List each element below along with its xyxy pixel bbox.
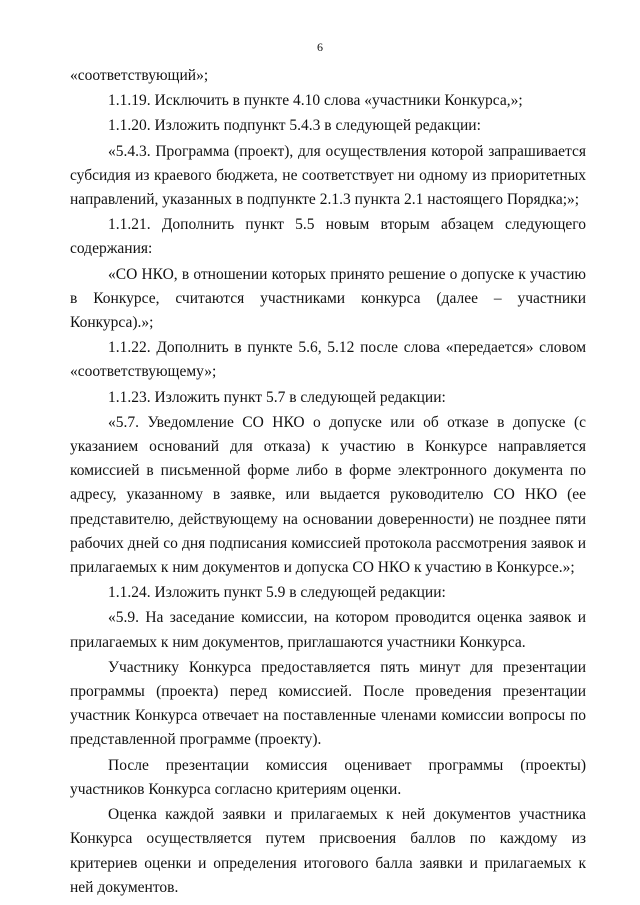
page-number: 6 <box>317 40 323 54</box>
paragraph: 1.1.23. Изложить пункт 5.7 в следующей редакции: <box>108 388 446 406</box>
paragraph: 1.1.24. Изложить пункт 5.9 в следующей редакции: <box>108 584 446 602</box>
paragraph: «5.7. Уведомление СО НКО о допуске или об отказе в допуске (с указанием оснований для отказа) к участию в Конкурсе направляется комиссией в письменной форме либо в форме электронного документа по адресу, указанному в заявке, или выдается руководителю СО НКО (ее представителю, действующему на основании доверенности) не позднее пяти рабочих дней со дня подписания комиссией протокола рассмотрения заявок и прилагаемых к ним документов и допуска СО НКО к участию в Конкурсе.»; <box>70 413 586 577</box>
paragraph: Участнику Конкурса предоставляется пять минут для презентации программы (проекта) перед комиссией. После проведения презентации участник Конкурса отвечает на поставленные членами комиссии вопросы по представленной программе (проекту). <box>70 658 586 749</box>
paragraph: «СО НКО, в отношении которых принято решение о допуске к участию в Конкурсе, считаются участниками конкурса (далее – участники Конкурса).»; <box>70 265 586 332</box>
document-body <box>70 64 586 901</box>
paragraph: 1.1.19. Исключить в пункте 4.10 слова «участники Конкурса,»; <box>108 92 523 110</box>
paragraph: 1.1.22. Дополнить в пункте 5.6, 5.12 после слова «передается» словом «соответствующему»; <box>70 339 586 381</box>
paragraph: 1.1.21. Дополнить пункт 5.5 новым вторым абзацем следующего содержания: <box>70 216 586 258</box>
paragraph: «соответствующий»; <box>70 67 209 84</box>
paragraph: После презентации комиссия оценивает программы (проекты) участников Конкурса согласно критериям оценки. <box>70 756 586 798</box>
paragraph: 1.1.20. Изложить подпункт 5.4.3 в следующей редакции: <box>108 117 481 135</box>
paragraph: Оценка каждой заявки и прилагаемых к ней документов участника Конкурса осуществляется путем присвоения баллов по каждому из критериев оценки и определения итогового балла заявки и прилагаемых к ней документов. <box>70 806 586 896</box>
paragraph: «5.4.3. Программа (проект), для осуществления которой запрашивается субсидия из краевого бюджета, не соответствует ни одному из приоритетных направлений, указанных в подпункте 2.1.3 пункта 2.1 настоящего Порядка;»; <box>70 142 586 209</box>
paragraph: «5.9. На заседание комиссии, на котором проводится оценка заявок и прилагаемых к ним документов, приглашаются участники Конкурса. <box>70 609 586 651</box>
